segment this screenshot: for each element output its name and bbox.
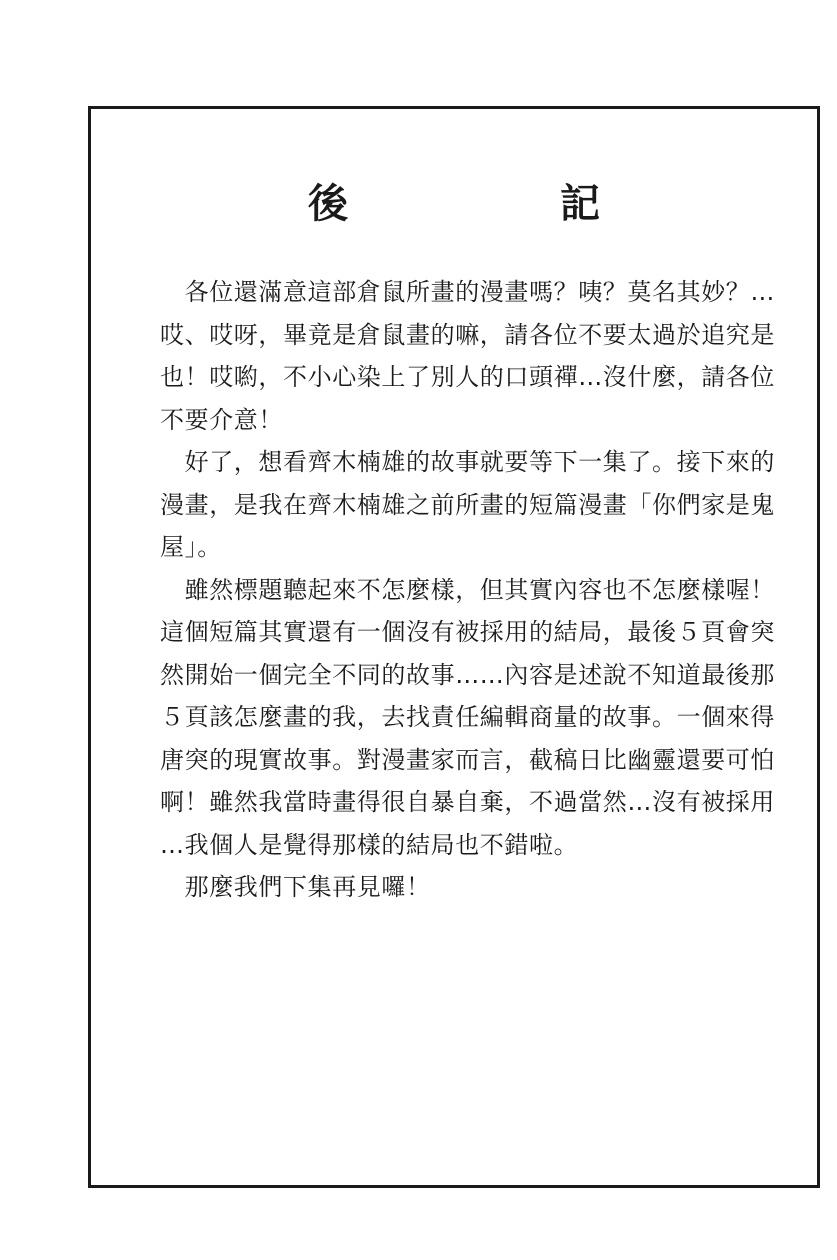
afterword-body xyxy=(160,271,775,909)
text-line: …我個人是覺得那樣的結局也不錯啦。 xyxy=(160,830,579,859)
text-line: 然開始一個完全不同的故事……內容是述說不知道最後那 xyxy=(160,660,775,689)
text-line: 各位還滿意這部倉鼠所畫的漫畫嗎？咦？莫名其妙？… xyxy=(160,278,775,306)
text-line: 哎、哎呀，畢竟是倉鼠畫的嘛，請各位不要太過於追究是 xyxy=(160,320,775,349)
text-line: 也！哎喲，不小心染上了別人的口頭禪…沒什麼，請各位 xyxy=(160,363,775,391)
text-line: 好了，想看齊木楠雄的故事就要等下一集了。接下來的 xyxy=(160,448,775,476)
text-line: ５頁該怎麼畫的我，去找責任編輯商量的故事。一個來得 xyxy=(160,703,775,731)
page-title: 後 記 xyxy=(308,181,686,227)
text-line: 這個短篇其實還有一個沒有被採用的結局，最後５頁會突 xyxy=(160,618,775,646)
text-line: 雖然標題聽起來不怎麼樣，但其實內容也不怎麼樣喔！ xyxy=(160,575,775,604)
text-line: 那麼我們下集再見囉！ xyxy=(160,873,431,901)
text-line: 漫畫，是我在齊木楠雄之前所畫的短篇漫畫「你們家是鬼 xyxy=(160,490,775,519)
text-line: 唐突的現實故事。對漫畫家而言，截稿日比幽靈還要可怕 xyxy=(160,745,775,774)
text-line: 啊！雖然我當時畫得很自暴自棄，不過當然…沒有被採用 xyxy=(160,788,775,816)
page-frame xyxy=(88,106,820,1188)
text-line: 不要介意！ xyxy=(160,405,283,434)
text-line: 屋」。 xyxy=(160,533,222,561)
